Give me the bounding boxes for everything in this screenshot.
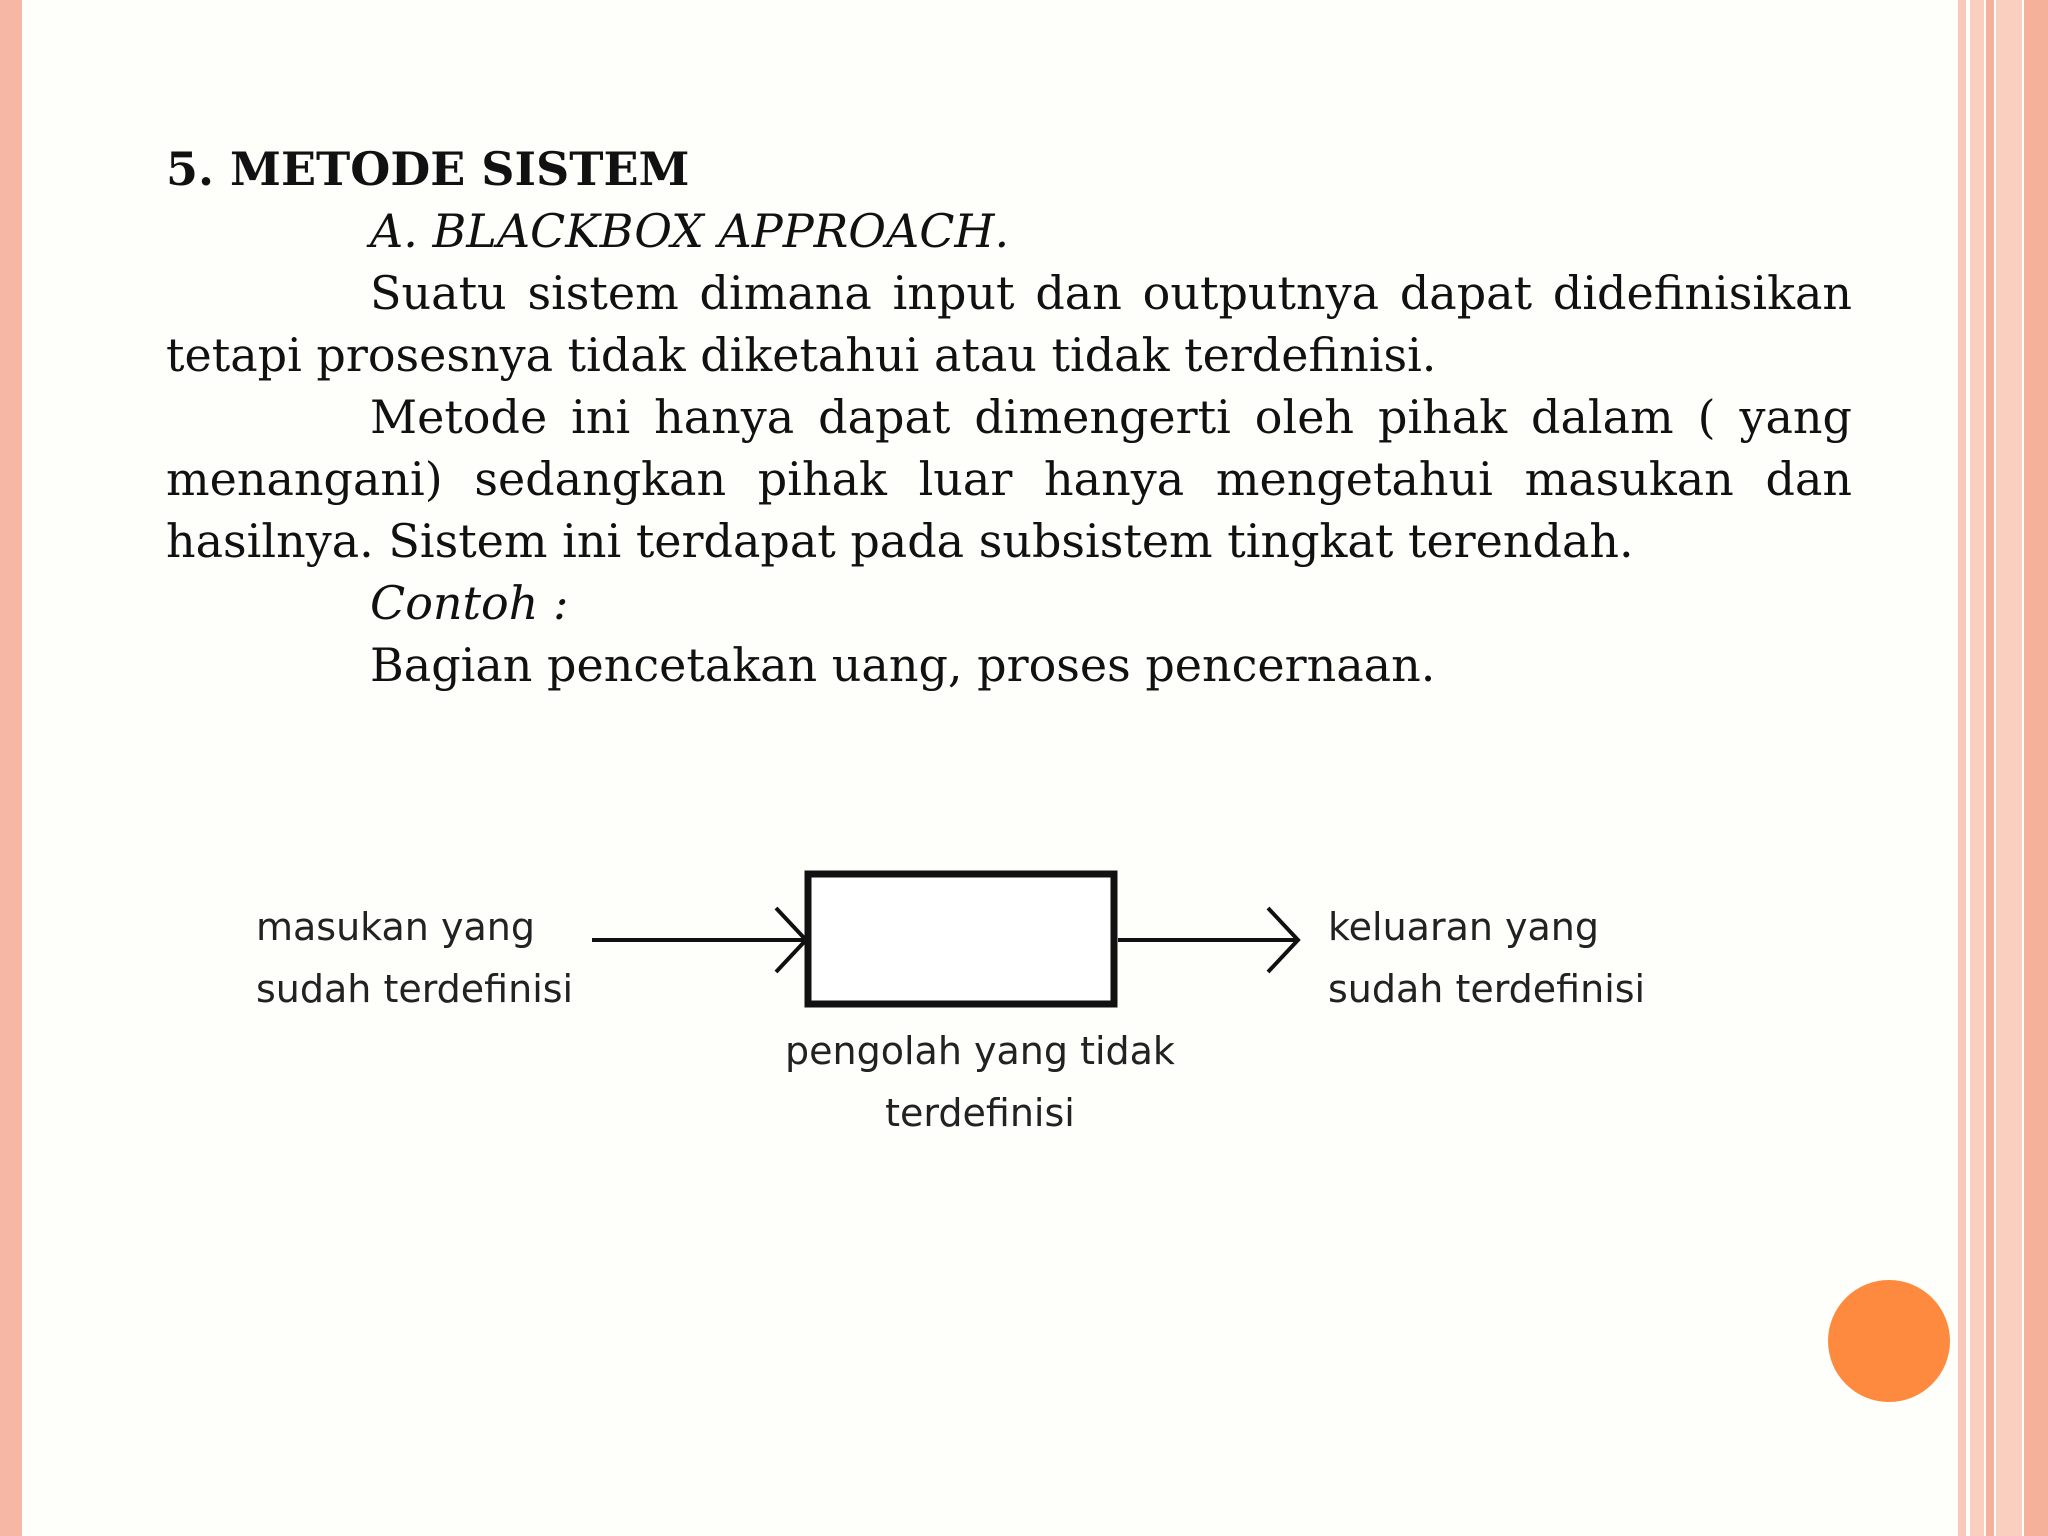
- paragraph-definition: Suatu sistem dimana input dan outputnya dapat didefinisikan tetapi prosesnya tidak diketahui atau tidak terdefinisi.: [166, 266, 1852, 382]
- slide-subheading: A. BLACKBOX APPROACH.: [370, 204, 1010, 258]
- input-label-line: sudah terdefinisi: [256, 967, 574, 1011]
- output-label-line: sudah terdefinisi: [1328, 967, 1646, 1011]
- accent-circle: [1828, 1280, 1950, 1402]
- paragraph-method: Metode ini hanya dapat dimengerti oleh pihak dalam ( yang menangani) sedangkan pihak luar hanya mengetahui masukan dan hasilnya. Sistem ini terdapat pada subsistem tingkat terendah.: [166, 390, 1852, 568]
- example-text: Bagian pencetakan uang, proses pencernaan.: [370, 638, 1436, 692]
- process-label: [740, 1020, 1220, 1144]
- output-label: [1328, 896, 1645, 1020]
- right-border-stripe: [1986, 0, 1994, 1536]
- process-label-line: terdefinisi: [885, 1091, 1075, 1135]
- process-label-line: pengolah yang tidak: [785, 1029, 1175, 1073]
- slide-content: [166, 138, 1852, 696]
- input-label: [256, 896, 573, 1020]
- example-label: Contoh :: [370, 576, 569, 630]
- black-box: [808, 874, 1114, 1004]
- right-border-stripe: [1970, 0, 1984, 1536]
- right-border-stripe: [1996, 0, 2022, 1536]
- right-border-stripe: [2024, 0, 2048, 1536]
- slide-heading: 5. METODE SISTEM: [166, 142, 690, 196]
- left-border-stripe: [0, 0, 22, 1536]
- input-label-line: masukan yang: [256, 905, 535, 949]
- right-border-stripe: [1958, 0, 1966, 1536]
- blackbox-diagram: [240, 860, 1680, 1160]
- output-label-line: keluaran yang: [1328, 905, 1600, 949]
